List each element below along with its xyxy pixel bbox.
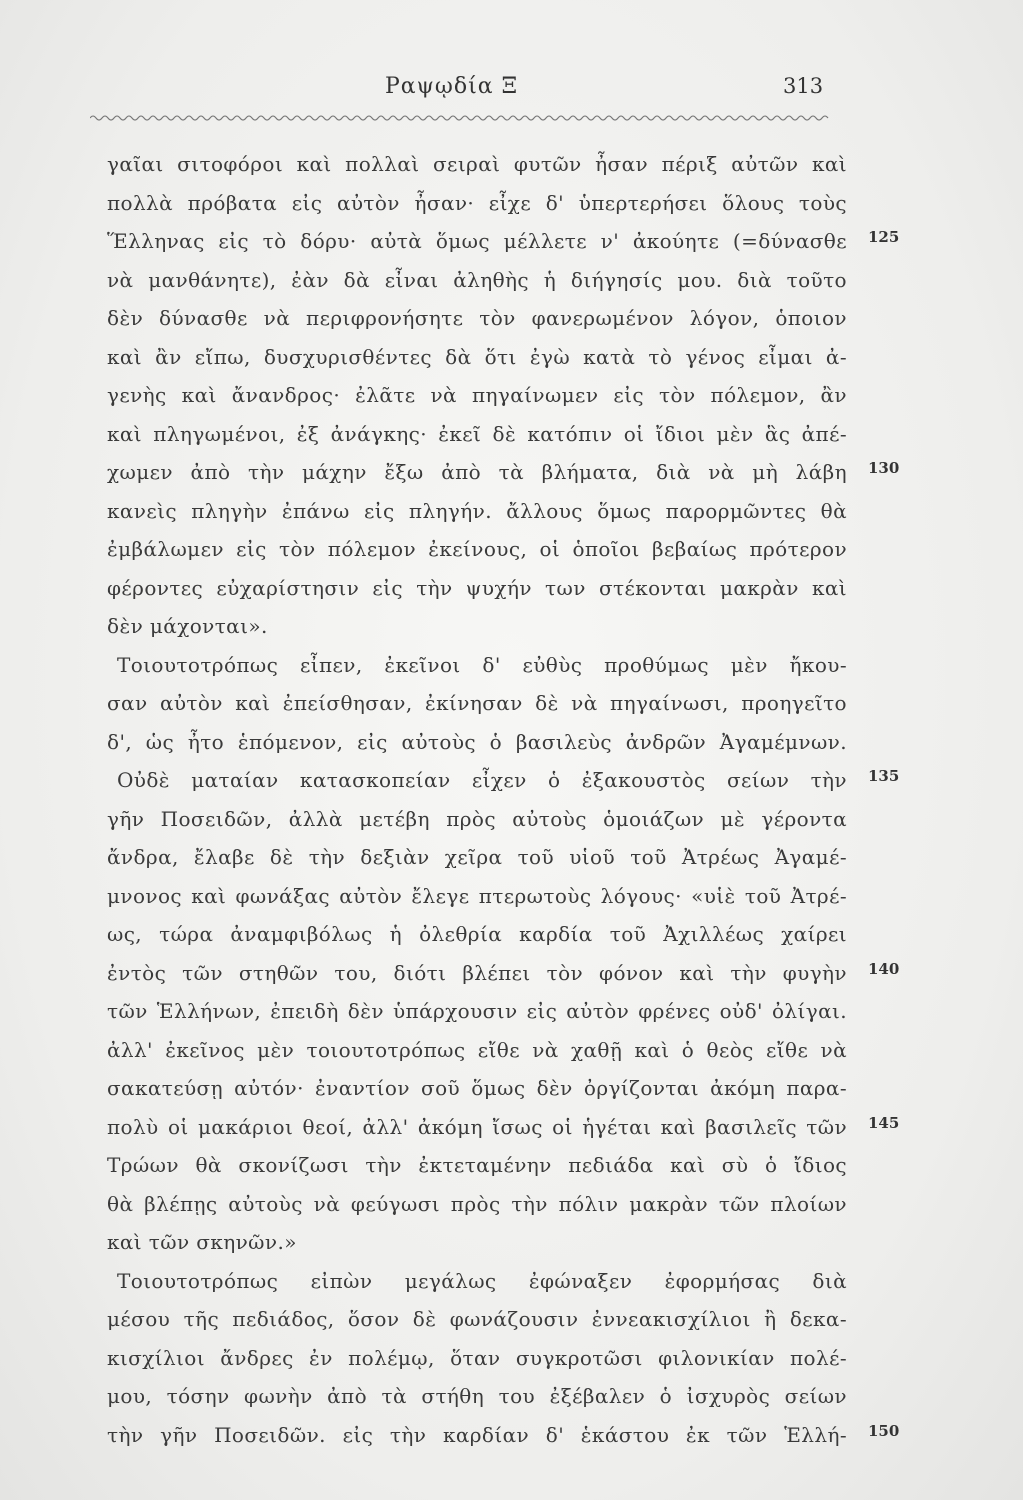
text-line: μνονος καὶ φωνάξας αὐτὸν ἔλεγε πτερωτοὺς λόγους· «υἱὲ τοῦ Ἀτρέ-: [107, 883, 847, 908]
line-number: 150: [868, 1421, 900, 1440]
text-line: σακατεύσῃ αὐτόν· ἐναντίον σοῦ ὅμως δὲν ὀργίζονται ἀκόμη παρα-: [107, 1076, 847, 1100]
text-line: ἐντὸς τῶν στηθῶν του, διότι βλέπει τὸν φόνον καὶ τὴν φυγὴν: [107, 960, 847, 985]
text-line: Τρώων θὰ σκονίζωσι τὴν ἐκτεταμένην πεδιάδα καὶ σὺ ὁ ἴδιος: [107, 1153, 847, 1177]
line-number: 130: [868, 459, 900, 477]
running-head-title: Ραψῳδία Ξ: [385, 74, 519, 99]
text-line: πολὺ οἱ μακάριοι θεοί, ἀλλ' ἀκόμη ἴσως οἱ ἡγέται καὶ βασιλεῖς τῶν: [107, 1114, 847, 1139]
text-line: θὰ βλέπῃς αὐτοὺς νὰ φεύγωσι πρὸς τὴν πόλιν μακρὰν τῶν πλοίων: [107, 1191, 847, 1216]
line-number: 140: [868, 959, 900, 978]
text-line: κανεὶς πληγὴν ἐπάνω εἰς πληγήν. ἄλλους ὅμως παρορμῶντες θὰ: [107, 498, 847, 523]
text-line: χωμεν ἀπὸ τὴν μάχην ἔξω ἀπὸ τὰ βλήματα, διὰ νὰ μὴ λάβη: [107, 460, 847, 484]
text-line: κισχίλιοι ἄνδρες ἐν πολέμῳ, ὅταν συγκροτῶσι φιλονικίαν πολέ-: [107, 1345, 847, 1370]
text-line: τῶν Ἑλλήνων, ἐπειδὴ δὲν ὑπάρχουσιν εἰς αὐτὸν φρένες οὐδ' ὀλίγαι.: [107, 999, 847, 1023]
text-line: γενὴς καὶ ἄνανδρος· ἐλᾶτε νὰ πηγαίνωμεν εἰς τὸν πόλεμον, ἂν: [107, 383, 847, 407]
text-line: ως, τώρα ἀναμφιβόλως ἡ ὀλεθρία καρδία τοῦ Ἀχιλλέως χαίρει: [107, 922, 847, 946]
text-line: πολλὰ πρόβατα εἰς αὐτὸν ἦσαν· εἶχε δ' ὑπερτερήσει ὅλους τοὺς: [107, 190, 847, 215]
body-text: [107, 145, 847, 1454]
line-number: 145: [868, 1113, 900, 1132]
text-line: μου, τόσην φωνὴν ἀπὸ τὰ στήθη του ἐξέβαλεν ὁ ἰσχυρὸς σείων: [107, 1384, 847, 1408]
text-line: Οὐδὲ ματαίαν κατασκοπείαν εἶχεν ὁ ἐξακουστὸς σείων τὴν: [117, 768, 847, 792]
text-line: γῆν Ποσειδῶν, ἀλλὰ μετέβη πρὸς αὐτοὺς ὁμοιάζων μὲ γέροντα: [107, 806, 847, 831]
decorative-wavy-rule: [90, 114, 830, 122]
text-line: νὰ μανθάνητε), ἐὰν δὰ εἶναι ἀληθὴς ἡ διήγησίς μου. διὰ τοῦτο: [107, 267, 847, 292]
text-line: δὲν δύνασθε νὰ περιφρονήσητε τὸν φανερωμένον λόγον, ὁποιον: [107, 306, 847, 330]
text-line: Τοιουτοτρόπως εἶπεν, ἐκεῖνοι δ' εὐθὺς προθύμως μὲν ἤκου-: [117, 652, 847, 677]
page-number: 313: [783, 74, 824, 98]
line-number: 135: [868, 767, 900, 785]
text-line: καὶ τῶν σκηνῶν.»: [107, 1230, 297, 1254]
text-line: καὶ πληγωμένοι, ἐξ ἀνάγκης· ἐκεῖ δὲ κατόπιν οἱ ἴδιοι μὲν ἃς ἀπέ-: [107, 421, 847, 446]
line-number: 125: [868, 228, 900, 246]
text-line: δ', ὡς ἦτο ἑπόμενον, εἰς αὐτοὺς ὁ βασιλεὺς ἀνδρῶν Ἀγαμέμνων.: [107, 729, 847, 754]
text-line: γαῖαι σιτοφόροι καὶ πολλαὶ σειραὶ φυτῶν ἦσαν πέριξ αὐτῶν καὶ: [107, 152, 847, 176]
text-line: σαν αὐτὸν καὶ ἐπείσθησαν, ἐκίνησαν δὲ νὰ πηγαίνωσι, προηγεῖτο: [107, 691, 847, 715]
text-line: δὲν μάχονται».: [107, 614, 268, 638]
text-line: τὴν γῆν Ποσειδῶν. εἰς τὴν καρδίαν δ' ἑκάστου ἐκ τῶν Ἑλλή-: [107, 1422, 847, 1447]
text-line: καὶ ἂν εἴπω, δυσχυρισθέντες δὰ ὅτι ἐγὼ κατὰ τὸ γένος εἶμαι ἀ-: [107, 344, 847, 369]
text-line: Τοιουτοτρόπως εἰπὼν μεγάλως ἐφώναξεν ἐφορμήσας διὰ: [117, 1268, 847, 1293]
text-line: φέροντες εὐχαρίστησιν εἰς τὴν ψυχήν των στέκονται μακρὰν καὶ: [107, 575, 847, 600]
text-line: ἀλλ' ἐκεῖνος μὲν τοιουτοτρόπως εἴθε νὰ χαθῇ καὶ ὁ θεὸς εἴθε νὰ: [107, 1037, 847, 1062]
text-line: Ἕλληνας εἰς τὸ δόρυ· αὐτὰ ὅμως μέλλετε ν' ἀκούητε (=δύνασθε: [107, 229, 847, 253]
text-line: μέσου τῆς πεδιάδος, ὅσον δὲ φωνάζουσιν ἐννεακισχίλιοι ἢ δεκα-: [107, 1307, 847, 1331]
text-line: ἄνδρα, ἔλαβε δὲ τὴν δεξιὰν χεῖρα τοῦ υἱοῦ τοῦ Ἀτρέως Ἀγαμέ-: [107, 845, 847, 869]
text-line: ἐμβάλωμεν εἰς τὸν πόλεμον ἐκείνους, οἱ ὁποῖοι βεβαίως πρότερον: [107, 537, 847, 561]
